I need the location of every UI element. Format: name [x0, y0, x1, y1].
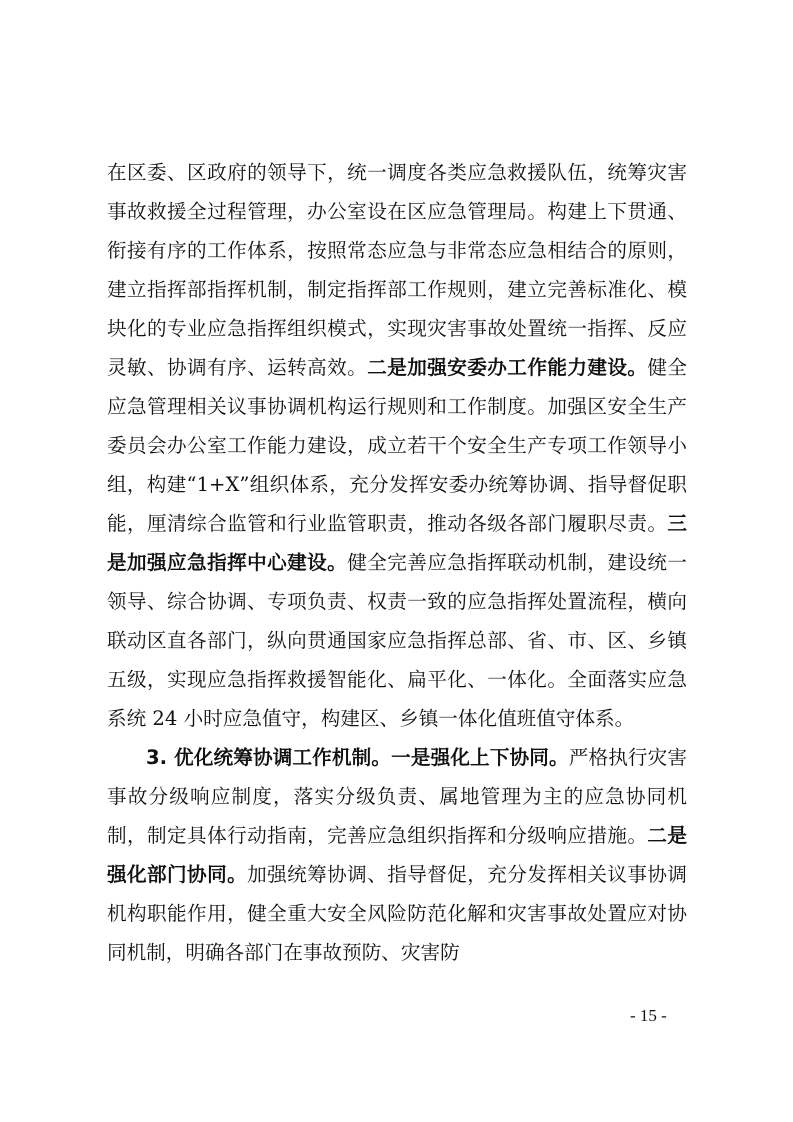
paragraph-text: 严格执行灾害事故分级响应制度，落实分级负责、属地管理为主的应急协同机制，制定具体行动指南，完善应急组织指挥和分级响应措施。 — [107, 746, 687, 847]
bold-heading: 一是强化上下协同。 — [391, 746, 569, 769]
paragraph-2 — [107, 738, 687, 972]
paragraph-text: 健全完善应急指挥联动机制，建设统一领导、综合协调、专项负责、权责一致的应急指挥处置流程，横向联动区直各部门，纵向贯通国家应急指挥总部、省、市、区、乡镇五级，实现应急指挥救援智能化、扁平化、一体化。全面落实应急系统 24 小时应急值守，构建区、乡镇一体化值班值守体系。 — [107, 551, 688, 730]
bold-heading: 二是加强安委办工作能力建设。 — [367, 356, 648, 379]
paragraph-text: 在区委、区政府的领导下，统一调度各类应急救援队伍，统筹灾害事故救援全过程管理，办公室设在区应急管理局。构建上下贯通、衔接有序的工作体系，按照常态应急与非常态应急相结合的原则，建立指挥部指挥机制，制定指挥部工作规则，建立完善标准化、模块化的专业应急指挥组织模式，实现灾害事故处置统一指挥、反应灵敏、协调有序、运转高效。 — [107, 161, 687, 379]
paragraph-1 — [107, 153, 687, 738]
bold-heading: 三是加强应急指挥中心建设。 — [107, 512, 687, 574]
section-heading: 3. 优化统筹协调工作机制。 — [146, 746, 392, 769]
document-body — [107, 153, 687, 972]
paragraph-text: 加强统筹协调、指导督促，充分发挥相关议事协调机构职能作用，健全重大安全风险防范化解和灾害事故处置应对协同机制，明确各部门在事故预防、灾害防 — [107, 863, 688, 964]
page-number: - 15 - — [630, 1006, 667, 1025]
paragraph-text: 健全应急管理相关议事协调机构运行规则和工作制度。加强区安全生产委员会办公室工作能力建设，成立若干个安全生产专项工作领导小组，构建“1+X”组织体系，充分发挥安委办统筹协调、指导督促职能，厘清综合监管和行业监管职责，推动各级各部门履职尽责。 — [107, 356, 688, 535]
bold-heading: 二是强化部门协同。 — [107, 824, 687, 886]
